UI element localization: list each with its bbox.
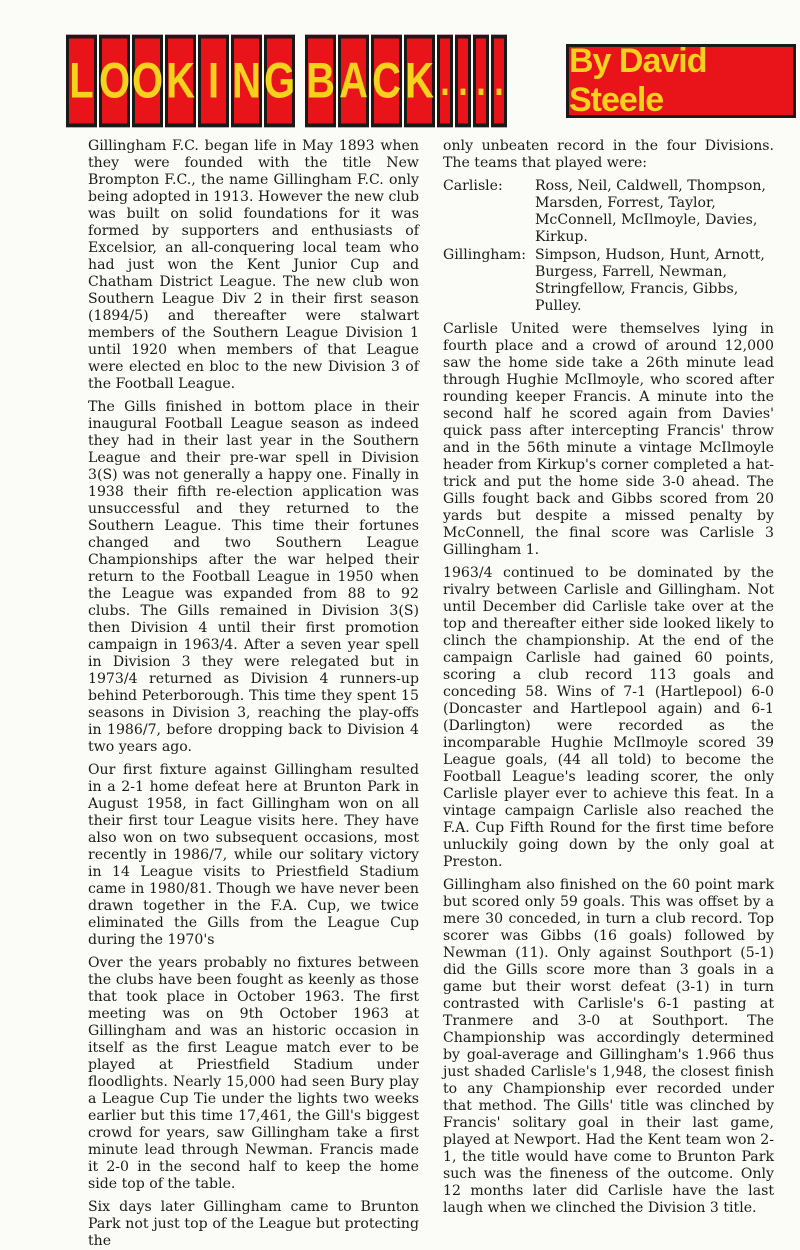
title-letter: . (437, 35, 453, 128)
team-lineup (443, 247, 774, 315)
title-letter: . (473, 35, 489, 128)
article-title (66, 44, 507, 118)
title-letter: I (198, 35, 229, 128)
title-gap (297, 44, 303, 118)
team-name: Carlisle: (443, 178, 503, 194)
title-letter: . (491, 35, 507, 128)
paragraph: Six days later Gillingham came to Brunton Park not just top of the League but protecting the (88, 1199, 419, 1249)
title-letter: O (132, 35, 163, 128)
title-letter: N (231, 35, 262, 128)
title-letter: . (455, 35, 471, 128)
title-letter: O (99, 35, 130, 128)
title-letter: G (264, 35, 295, 128)
team-players: Ross, Neil, Caldwell, Thompson, Marsden, Forrest, Taylor, McConnell, McIlmoyle, Davies, Kirkup. (535, 178, 766, 245)
title-letter: K (404, 35, 435, 128)
team-lineup (443, 178, 774, 246)
title-letter: C (371, 35, 402, 128)
title-letter: B (305, 35, 336, 128)
title-letter: A (338, 35, 369, 128)
right-column (443, 138, 774, 1216)
paragraph: Gillingham also finished on the 60 point mark but scored only 59 goals. This was offset by a mere 30 conceded, in turn a club record. Top scorer was Gibbs (16 goals) followed by Newman (11). Only against Southport (5-1) did the Gills score more than 3 goals in a game but their worst defeat (3-1) in turn contrasted with Carlisle's 6-1 pasting at Tranmere and 3-0 at Southport. The Championship was accordingly determined by goal-average and Gillingham's 1.966 thus just shaded Carlisle's 1,948, the closest finish to any Championship ever recorded under that method. The Gills' title was clinched by Francis' solitary goal in their last game, played at Newport. Had the Kent team won 2-1, the title would have come to Brunton Park such was the fineness of the outcome. Only 12 months later did Carlisle have the last laugh when we clinched the Division 3 title. (443, 877, 774, 1216)
author-byline: By David Steele (566, 44, 796, 118)
paragraph: 1963/4 continued to be dominated by the rivalry between Carlisle and Gillingham. Not until December did Carlisle take over at the top and thereafter either side looked likely to clinch the championship. At the end of the campaign Carlisle had gained 60 points, scoring a club record 113 goals and conceding 58. Wins of 7-1 (Hartlepool) 6-0 (Doncaster and Hartlepool again) and 6-1 (Darlington) were recorded as the incomparable Hughie McIlmoyle scored 39 League goals, (44 all told) to become the Football League's leading scorer, the only Carlisle player ever to achieve this feat. In a vintage campaign Carlisle also reached the F.A. Cup Fifth Round for the first time before unluckily going down by the only goal at Preston. (443, 565, 774, 870)
paragraph: Gillingham F.C. began life in May 1893 when they were founded with the title New Brompton F.C., the name Gillingham F.C. only being adopted in 1913. However the new club was built on solid foundations for it was formed by supporters and enthusiasts of Excelsior, an all-conquering local team who had just won the Kent Junior Cup and Chatham District League. The new club won Southern League Div 2 in their first season (1894/5) and thereafter were stalwart members of the Southern League Division 1 until 1920 when members of that League were elected en bloc to the new Division 3 of the Football League. (88, 138, 419, 392)
paragraph: Carlisle United were themselves lying in fourth place and a crowd of around 12,000 saw the home side take a 26th minute lead through Hughie McIlmoyle, who scored after rounding keeper Francis. A minute into the second half he scored again from Davies' quick pass after intercepting Francis' throw and in the 56th minute a vintage McIlmoyle header from Kirkup's corner completed a hat-trick and put the home side 3-0 ahead. The Gills fought back and Gibbs scored from 20 yards but despite a missed penalty by McConnell, the final score was Carlisle 3 Gillingham 1. (443, 321, 774, 558)
article-header (66, 44, 796, 118)
paragraph: Over the years probably no fixtures between the clubs have been fought as keenly as those that took place in October 1963. The first meeting was on 9th October 1963 at Gillingham and was an historic occasion in itself as the first League match ever to be played at Priestfield Stadium under floodlights. Nearly 15,000 had seen Bury play a League Cup Tie under the lights two weeks earlier but this time 17,461, the Gill's biggest crowd for years, saw Gillingham take a first minute lead through Newman. Francis made it 2-0 in the second half to keep the home side top of the table. (88, 955, 419, 1192)
title-letter: L (66, 35, 97, 128)
team-name: Gillingham: (443, 247, 526, 263)
team-players: Simpson, Hudson, Hunt, Arnott, Burgess, Farrell, Newman, Stringfellow, Francis, Gibbs, Pulley. (535, 247, 765, 314)
paragraph: Our first fixture against Gillingham resulted in a 2-1 home defeat here at Brunton Park in August 1958, in fact Gillingham won on all their first tour League visits here. They have also won on two subsequent occasions, most recently in 1986/7, while our solitary victory in 14 League visits to Priestfield Stadium came in 1980/81. Though we have never been drawn together in the F.A. Cup, we twice eliminated the Gills from the League Cup during the 1970's (88, 762, 419, 948)
paragraph: only unbeaten record in the four Divisions. The teams that played were: (443, 138, 774, 171)
article-body (88, 138, 774, 1249)
left-column (88, 138, 419, 1249)
paragraph: The Gills finished in bottom place in their inaugural Football League season as indeed they had in their last year in the Southern League and their pre-war spell in Division 3(S) was not generally a happy one. Finally in 1938 their fifth re-election application was unsuccessful and they returned to the Southern League. This time their fortunes changed and two Southern League Championships after the war helped their return to the Football League in 1950 when the League was expanded from 88 to 92 clubs. The Gills remained in Division 3(S) then Division 4 until their first promotion campaign in 1963/4. After a seven year spell in Division 3 they were relegated but in 1973/4 returned as Division 4 runners-up behind Peterborough. This time they spent 15 seasons in Division 3, reaching the play-offs in 1986/7, before dropping back to Division 4 two years ago. (88, 399, 419, 755)
title-letter: K (165, 35, 196, 128)
team-lineups (443, 178, 774, 315)
